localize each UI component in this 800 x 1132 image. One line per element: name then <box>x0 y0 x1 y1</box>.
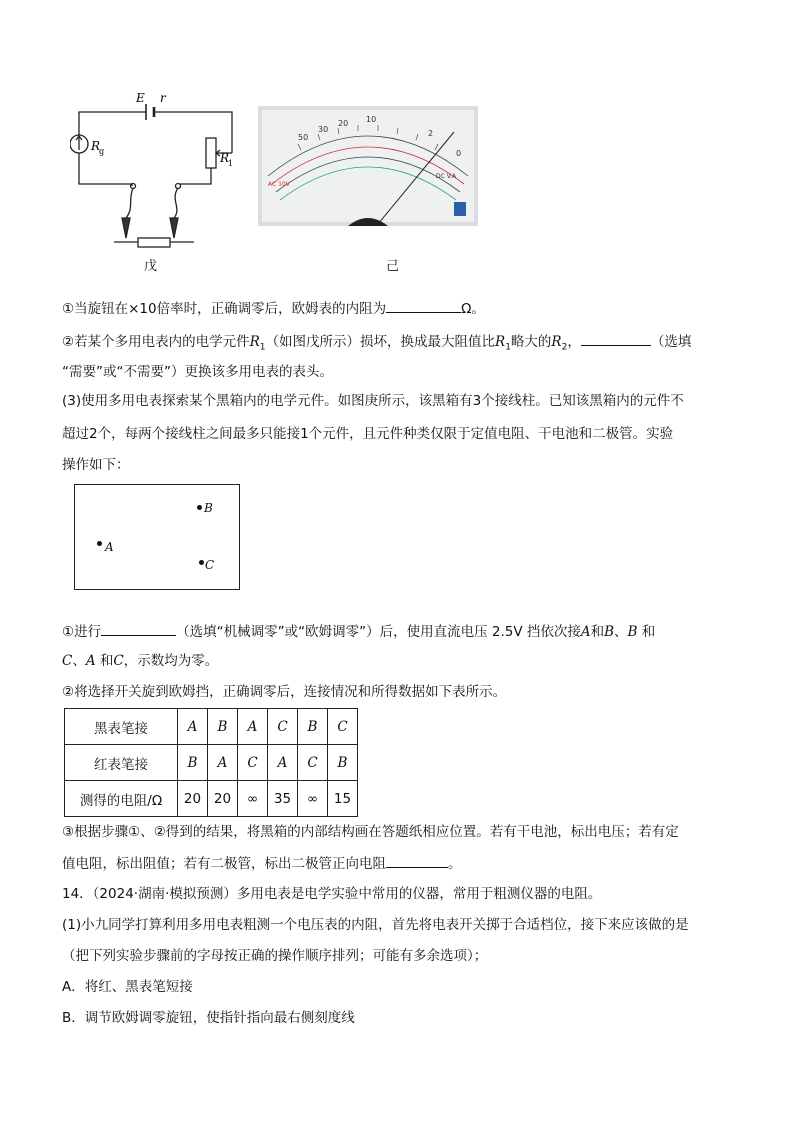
table-cell: 20 <box>208 781 238 817</box>
table-row <box>65 781 358 817</box>
table-cell: 35 <box>268 781 298 817</box>
answer-blank-3 <box>101 621 176 636</box>
table-cell: ∞ <box>298 781 328 817</box>
measurement-table <box>64 708 358 817</box>
text: （选填 <box>650 334 692 350</box>
meter-scale-20: 20 <box>338 119 349 128</box>
table-cell: A <box>238 709 268 745</box>
text: 。 <box>448 856 462 872</box>
question-14-line-1: 14．（2024·湖南·模拟预测）多用电表是电学实验中常用的仪器，常用于粗测仪器的电阻。 <box>62 886 602 902</box>
meter-scale-10: 10 <box>366 115 377 124</box>
row-header: 红表笔接 <box>65 745 178 781</box>
var: B <box>604 624 615 640</box>
table-cell: B <box>208 709 238 745</box>
terminal-dot-A <box>97 541 102 546</box>
terminal-label-A: A <box>105 540 114 554</box>
paragraph-2-line-1 <box>62 331 691 358</box>
meter-label-dcva: DC V.A <box>436 173 457 180</box>
text: 、 <box>614 624 628 640</box>
text: 和 <box>95 653 114 669</box>
var: R <box>495 334 506 350</box>
meter-scale-2: 2 <box>428 129 434 138</box>
table-cell: A <box>208 745 238 781</box>
text: ， <box>567 334 581 350</box>
table-cell: B <box>298 709 328 745</box>
step-1-line-1 <box>62 621 655 642</box>
paragraph-1 <box>62 298 485 319</box>
text: （如图戊所示）损坏，换成最大阻值比 <box>265 334 496 350</box>
text: 和 <box>637 624 656 640</box>
text: ，示数均为零。 <box>123 653 219 669</box>
label-Rg-sub: g <box>99 147 105 156</box>
table-cell: C <box>298 745 328 781</box>
table-cell: C <box>268 709 298 745</box>
question-14-line-3: （把下列实验步骤前的字母按正确的操作顺序排列；可能有多余选项）； <box>62 948 488 964</box>
label-R1: R <box>220 151 230 165</box>
answer-blank-1 <box>386 298 461 313</box>
var: C <box>62 653 73 669</box>
sub: 2 <box>561 342 568 353</box>
label-E: E <box>136 91 145 105</box>
step-3-line-1: ③根据步骤①、②得到的结果，将黑箱的内部结构画在答题纸相应位置。若有干电池，标出电压；若有定 <box>62 824 679 840</box>
terminal-dot-B <box>197 505 202 510</box>
text: 、 <box>72 653 86 669</box>
question-14-line-2: (1)小九同学打算利用多用电表粗测一个电压表的内阻，首先将电表开关掷于合适档位，接下来应该做的是 <box>62 917 689 933</box>
paragraph-3-line-1: (3)使用多用电表探索某个黑箱内的电学元件。如图庚所示，该黑箱有3个接线柱。已知该黑箱内的元件不 <box>62 393 684 409</box>
text: 略大的 <box>510 334 552 350</box>
black-box-figure <box>74 484 240 590</box>
figure-caption-wu: 戊 <box>144 259 158 274</box>
row-header: 测得的电阻/Ω <box>65 781 178 817</box>
table-cell: B <box>328 745 358 781</box>
var: C <box>113 653 124 669</box>
var: R <box>551 334 562 350</box>
var: B <box>627 624 638 640</box>
var: A <box>580 624 591 640</box>
paragraph-3-line-3: 操作如下： <box>62 457 130 473</box>
meter-scale-0: 0 <box>456 149 462 158</box>
option-A: A．将红、黑表笔短接 <box>62 979 193 995</box>
step-3-line-2 <box>62 853 462 874</box>
table-cell: C <box>328 709 358 745</box>
table-cell: 15 <box>328 781 358 817</box>
text: ①进行 <box>62 624 102 640</box>
text: ②若某个多用电表内的电学元件 <box>62 334 250 350</box>
table-cell: 20 <box>178 781 208 817</box>
option-B: B．调节欧姆调零旋钮，使指针指向最右侧刻度线 <box>62 1010 355 1026</box>
table-cell: A <box>268 745 298 781</box>
text: Ω。 <box>461 301 485 317</box>
answer-blank-4 <box>386 853 448 868</box>
table-cell: ∞ <box>238 781 268 817</box>
label-R1-sub: 1 <box>228 159 234 168</box>
label-r: r <box>160 91 166 105</box>
terminal-label-B: B <box>204 501 213 515</box>
table-cell: A <box>178 709 208 745</box>
text: （选填“机械调零”或“欧姆调零”）后，使用直流电压 2.5V 挡依次接 <box>176 624 581 640</box>
text: 值电阻，标出阻值；若有二极管，标出二极管正向电阻 <box>62 856 386 872</box>
step-1-line-2 <box>62 651 218 671</box>
meter-label-ac10v: AC 10V <box>268 181 290 188</box>
text: 和 <box>590 624 605 640</box>
var: A <box>85 653 96 669</box>
table-cell: B <box>178 745 208 781</box>
text: ①当旋钮在×10倍率时，正确调零后，欧姆表的内阻为 <box>62 301 387 317</box>
paragraph-3-line-2: 超过2个，每两个接线柱之间最多只能接1个元件，且元件种类仅限于定值电阻、干电池和二极管。实验 <box>62 426 674 442</box>
meter-dial-figure <box>258 106 478 226</box>
table-row <box>65 709 358 745</box>
step-2: ②将选择开关旋到欧姆挡，正确调零后，连接情况和所得数据如下表所示。 <box>62 684 507 700</box>
sub: 1 <box>259 342 266 353</box>
answer-blank-2 <box>581 331 651 346</box>
terminal-label-C: C <box>205 558 215 572</box>
circuit-figure <box>70 90 250 250</box>
label-Rg: R <box>91 139 101 153</box>
table-cell: C <box>238 745 268 781</box>
paragraph-2-line-2: “需要”或“不需要”）更换该多用电表的表头。 <box>62 364 333 380</box>
table-row <box>65 745 358 781</box>
figure-caption-ji: 己 <box>386 259 400 274</box>
meter-scale-30: 30 <box>318 125 329 134</box>
var: R <box>249 334 260 350</box>
meter-scale-50: 50 <box>298 133 309 142</box>
terminal-dot-C <box>199 560 204 565</box>
row-header: 黑表笔接 <box>65 709 178 745</box>
sub: 1 <box>505 342 511 353</box>
